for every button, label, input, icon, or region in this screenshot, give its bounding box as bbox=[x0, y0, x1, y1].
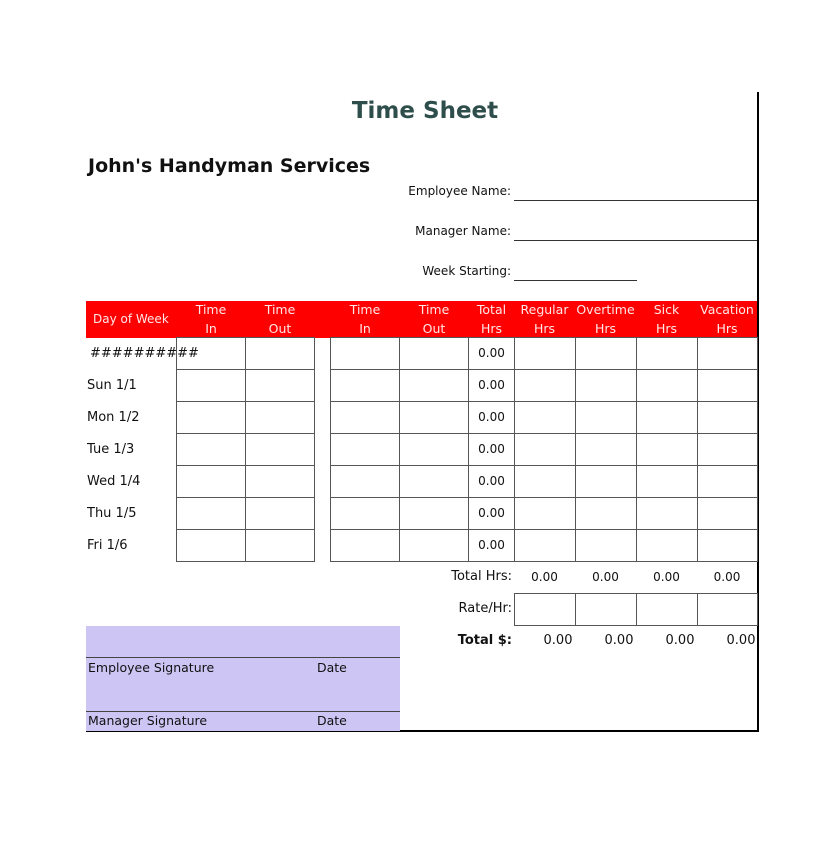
time-in-2-cell[interactable] bbox=[330, 465, 400, 498]
time-out-1-cell[interactable] bbox=[245, 529, 315, 562]
day-label: Mon 1/2 bbox=[87, 410, 140, 425]
total-hrs-cell bbox=[468, 497, 515, 530]
vacation-hrs-cell[interactable] bbox=[697, 433, 758, 466]
time-out-1-cell[interactable] bbox=[245, 401, 315, 434]
day-label: Tue 1/3 bbox=[87, 442, 135, 457]
total-hrs-cell bbox=[468, 337, 515, 370]
vacation-hrs-cell[interactable] bbox=[697, 465, 758, 498]
time-out-2-cell[interactable] bbox=[399, 465, 469, 498]
row-total-hrs: 0.00 bbox=[478, 474, 505, 488]
sick-hrs-cell[interactable] bbox=[636, 497, 698, 530]
manager-signature-line[interactable] bbox=[86, 711, 400, 712]
overtime-hrs-cell[interactable] bbox=[575, 401, 637, 434]
employee-signature-label: Employee Signature bbox=[88, 660, 215, 675]
week-starting-label: Week Starting: bbox=[422, 264, 511, 278]
manager-name-label: Manager Name: bbox=[415, 224, 511, 238]
time-out-2-cell[interactable] bbox=[399, 433, 469, 466]
rate-per-hour-label: Rate/Hr: bbox=[458, 601, 512, 616]
regular-hrs-cell[interactable] bbox=[514, 337, 576, 370]
time-in-2-cell[interactable] bbox=[330, 401, 400, 434]
time-in-1-cell[interactable] bbox=[176, 433, 246, 466]
row-total-hrs: 0.00 bbox=[478, 346, 505, 360]
employee-name-label: Employee Name: bbox=[408, 184, 511, 198]
total-dollars-regular: 0.00 bbox=[543, 633, 573, 648]
overtime-hrs-cell[interactable] bbox=[575, 497, 637, 530]
time-out-2-cell[interactable] bbox=[399, 529, 469, 562]
time-in-2-cell[interactable] bbox=[330, 369, 400, 402]
time-out-1-cell[interactable] bbox=[245, 433, 315, 466]
total-overtime-hrs: 0.00 bbox=[592, 570, 619, 584]
regular-hrs-cell[interactable] bbox=[514, 529, 576, 562]
company-name: John's Handyman Services bbox=[88, 155, 371, 177]
employee-date-label: Date bbox=[317, 660, 347, 675]
time-in-1-cell[interactable] bbox=[176, 401, 246, 434]
regular-hrs-cell[interactable] bbox=[514, 369, 576, 402]
total-dollars-label: Total $: bbox=[457, 633, 512, 648]
sick-hrs-cell[interactable] bbox=[636, 337, 698, 370]
rate-regular-input[interactable] bbox=[514, 593, 576, 626]
time-out-1-cell[interactable] bbox=[245, 337, 315, 370]
page-title: Time Sheet bbox=[351, 98, 499, 124]
total-hrs-cell bbox=[468, 401, 515, 434]
total-hrs-cell bbox=[468, 465, 515, 498]
rate-overtime-input[interactable] bbox=[575, 593, 637, 626]
time-in-1-cell[interactable] bbox=[176, 337, 246, 370]
overtime-hrs-cell[interactable] bbox=[575, 529, 637, 562]
time-in-1-cell[interactable] bbox=[176, 465, 246, 498]
header-day-of-week: Day of Week bbox=[93, 312, 169, 326]
time-out-1-cell[interactable] bbox=[245, 465, 315, 498]
row-total-hrs: 0.00 bbox=[478, 506, 505, 520]
time-out-2-cell[interactable] bbox=[399, 369, 469, 402]
overtime-hrs-cell[interactable] bbox=[575, 337, 637, 370]
rate-sick-input[interactable] bbox=[636, 593, 698, 626]
total-hrs-cell bbox=[468, 369, 515, 402]
regular-hrs-cell[interactable] bbox=[514, 401, 576, 434]
vacation-hrs-cell[interactable] bbox=[697, 369, 758, 402]
day-label: Sun 1/1 bbox=[87, 378, 137, 393]
employee-signature-line[interactable] bbox=[86, 657, 400, 658]
sick-hrs-cell[interactable] bbox=[636, 433, 698, 466]
vacation-hrs-cell[interactable] bbox=[697, 337, 758, 370]
header-time-in-1: Time In bbox=[195, 302, 227, 336]
time-out-1-cell[interactable] bbox=[245, 369, 315, 402]
total-dollars-sick: 0.00 bbox=[665, 633, 695, 648]
time-in-2-cell[interactable] bbox=[330, 433, 400, 466]
time-in-2-cell[interactable] bbox=[330, 529, 400, 562]
overtime-hrs-cell[interactable] bbox=[575, 433, 637, 466]
total-vacation-hrs: 0.00 bbox=[713, 570, 741, 584]
total-regular-hrs: 0.00 bbox=[531, 570, 558, 584]
manager-name-field[interactable] bbox=[514, 240, 757, 241]
total-sick-hrs: 0.00 bbox=[653, 570, 680, 584]
total-hrs-label: Total Hrs: bbox=[451, 569, 512, 584]
overtime-hrs-cell[interactable] bbox=[575, 369, 637, 402]
sick-hrs-cell[interactable] bbox=[636, 401, 698, 434]
vacation-hrs-cell[interactable] bbox=[697, 401, 758, 434]
day-label: Fri 1/6 bbox=[87, 538, 128, 553]
manager-date-label: Date bbox=[317, 713, 347, 728]
row-total-hrs: 0.00 bbox=[478, 378, 505, 392]
day-label: ########## bbox=[90, 346, 199, 361]
time-in-1-cell[interactable] bbox=[176, 529, 246, 562]
time-in-2-cell[interactable] bbox=[330, 497, 400, 530]
header-time-in-2: Time In bbox=[349, 302, 381, 336]
vacation-hrs-cell[interactable] bbox=[697, 497, 758, 530]
rate-vacation-input[interactable] bbox=[697, 593, 758, 626]
week-starting-field[interactable] bbox=[514, 280, 637, 281]
row-total-hrs: 0.00 bbox=[478, 410, 505, 424]
row-total-hrs: 0.00 bbox=[478, 538, 505, 552]
header-vacation-hrs: Vacation Hrs bbox=[700, 302, 754, 336]
manager-signature-label: Manager Signature bbox=[88, 713, 208, 728]
sick-hrs-cell[interactable] bbox=[636, 529, 698, 562]
regular-hrs-cell[interactable] bbox=[514, 465, 576, 498]
total-dollars-vacation: 0.00 bbox=[726, 633, 756, 648]
regular-hrs-cell[interactable] bbox=[514, 497, 576, 530]
header-regular-hrs: Regular Hrs bbox=[520, 302, 569, 336]
header-sick-hrs: Sick Hrs bbox=[653, 302, 680, 336]
row-total-hrs: 0.00 bbox=[478, 442, 505, 456]
header-time-out-1: Time Out bbox=[264, 302, 296, 336]
regular-hrs-cell[interactable] bbox=[514, 433, 576, 466]
overtime-hrs-cell[interactable] bbox=[575, 465, 637, 498]
time-out-1-cell[interactable] bbox=[245, 497, 315, 530]
time-out-2-cell[interactable] bbox=[399, 401, 469, 434]
sick-hrs-cell[interactable] bbox=[636, 369, 698, 402]
header-total-hrs: Total Hrs bbox=[476, 302, 507, 336]
day-label: Wed 1/4 bbox=[87, 474, 141, 489]
time-out-2-cell[interactable] bbox=[399, 497, 469, 530]
time-in-2-cell[interactable] bbox=[330, 337, 400, 370]
sick-hrs-cell[interactable] bbox=[636, 465, 698, 498]
employee-name-field[interactable] bbox=[514, 200, 757, 201]
total-dollars-overtime: 0.00 bbox=[604, 633, 634, 648]
total-hrs-cell bbox=[468, 529, 515, 562]
time-in-1-cell[interactable] bbox=[176, 497, 246, 530]
vacation-hrs-cell[interactable] bbox=[697, 529, 758, 562]
time-out-2-cell[interactable] bbox=[399, 337, 469, 370]
time-in-1-cell[interactable] bbox=[176, 369, 246, 402]
total-hrs-cell bbox=[468, 433, 515, 466]
header-overtime-hrs: Overtime Hrs bbox=[576, 302, 635, 336]
header-time-out-2: Time Out bbox=[418, 302, 450, 336]
day-label: Thu 1/5 bbox=[87, 506, 137, 521]
